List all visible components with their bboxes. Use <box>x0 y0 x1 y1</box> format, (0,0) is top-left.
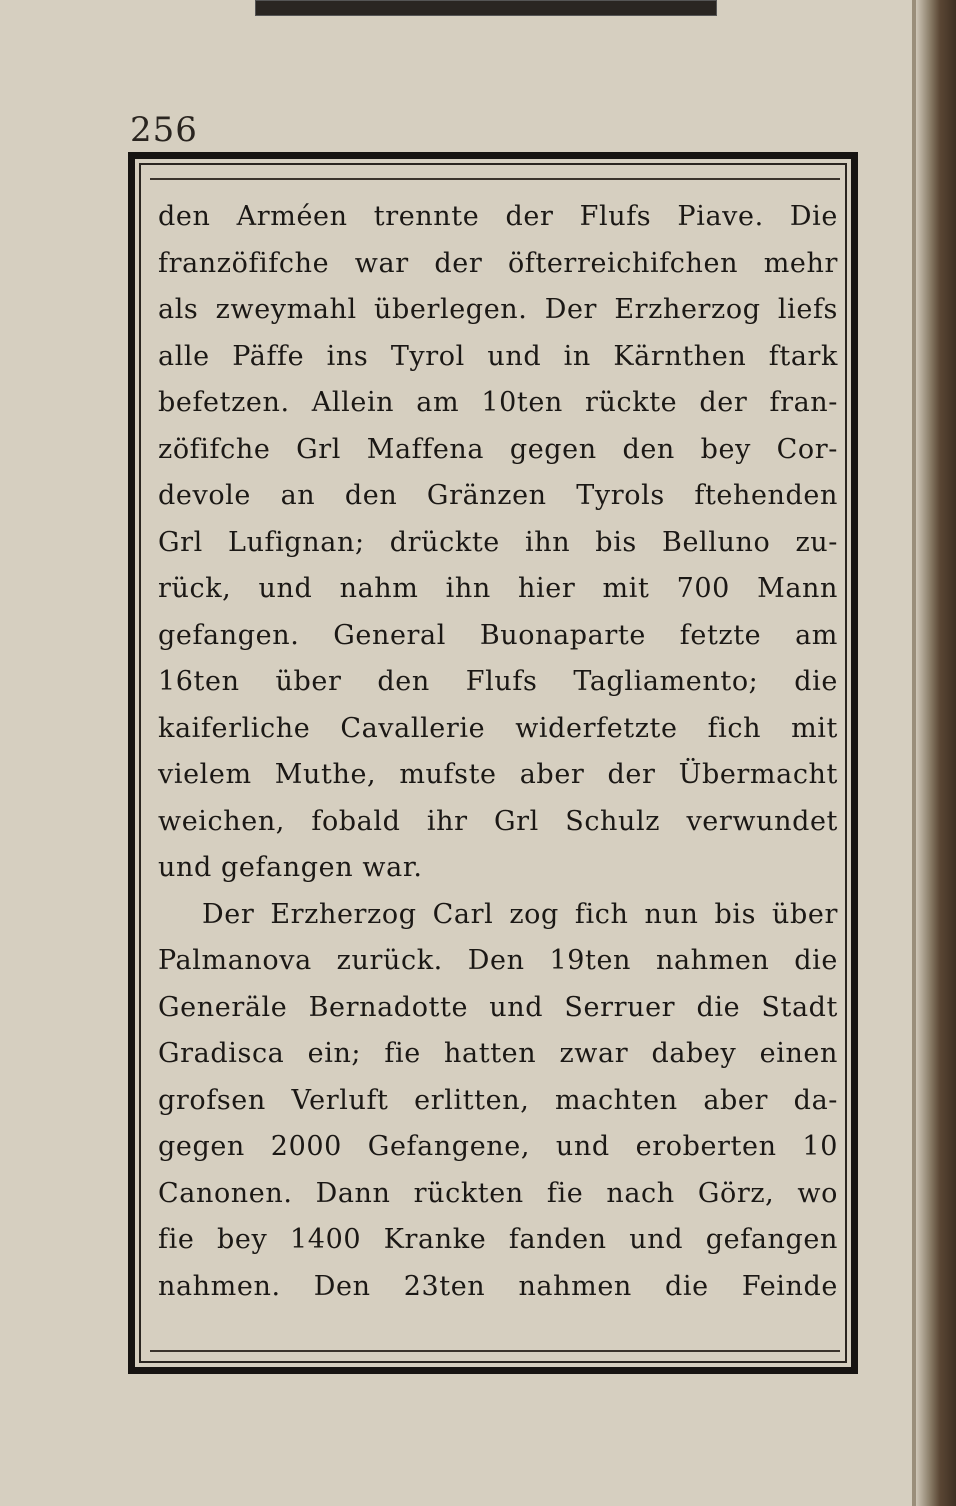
text-line: Generäle Bernadotte und Serruer die Stadt <box>158 991 838 1023</box>
text-line: Grl Lufignan; drückte ihn bis Belluno zu- <box>158 526 838 558</box>
page-number: 256 <box>130 110 198 150</box>
text-line: gegen 2000 Gefangene, und eroberten 10 <box>158 1131 838 1162</box>
text-line: zöfifche Grl Maffena gegen den bey Cor- <box>158 433 838 465</box>
top-page-edge <box>255 0 717 16</box>
text-line: gefangen. General Buonaparte fetzte am <box>158 619 838 651</box>
text-line: weichen, fobald ihr Grl Schulz verwundet <box>158 805 838 837</box>
text-line: rück, und nahm ihn hier mit 700 Mann <box>158 573 838 604</box>
top-rule <box>150 178 840 180</box>
text-line: devole an den Gränzen Tyrols ftehenden <box>158 480 838 511</box>
text-line: Gradisca ein; fie hatten zwar dabey einen <box>158 1038 838 1069</box>
text-line: 16ten über den Flufs Tagliamento; die <box>158 666 838 697</box>
text-line: grofsen Verluft erlitten, machten aber da- <box>158 1084 838 1116</box>
book-spine <box>916 0 956 1506</box>
text-line: Palmanova zurück. Den 19ten nahmen die <box>158 945 838 976</box>
paragraph-start-line: Der Erzherzog Carl zog fich nun bis über <box>202 898 838 930</box>
text-line: franzöfifche war der öfterreichifchen mehr <box>158 247 838 279</box>
text-line: kaiferliche Cavallerie widerfetzte fich mit <box>158 712 838 744</box>
text-line: als zweymahl überlegen. Der Erzherzog liefs <box>158 294 838 325</box>
text-line: fie bey 1400 Kranke fanden und gefangen <box>158 1224 838 1255</box>
text-line: und gefangen war. <box>158 852 423 883</box>
text-line: befetzen. Allein am 10ten rückte der fran- <box>158 387 838 418</box>
text-line: den Arméen trennte der Flufs Piave. Die <box>158 201 838 232</box>
text-line: nahmen. Den 23ten nahmen die Feinde <box>158 1270 838 1302</box>
text-line: vielem Muthe, mufste aber der Übermacht <box>158 759 838 790</box>
text-line: Canonen. Dann rückten fie nach Görz, wo <box>158 1177 838 1209</box>
body-text <box>158 194 838 1310</box>
bottom-rule <box>150 1350 840 1352</box>
text-line: alle Päffe ins Tyrol und in Kärnthen ftark <box>158 340 838 372</box>
